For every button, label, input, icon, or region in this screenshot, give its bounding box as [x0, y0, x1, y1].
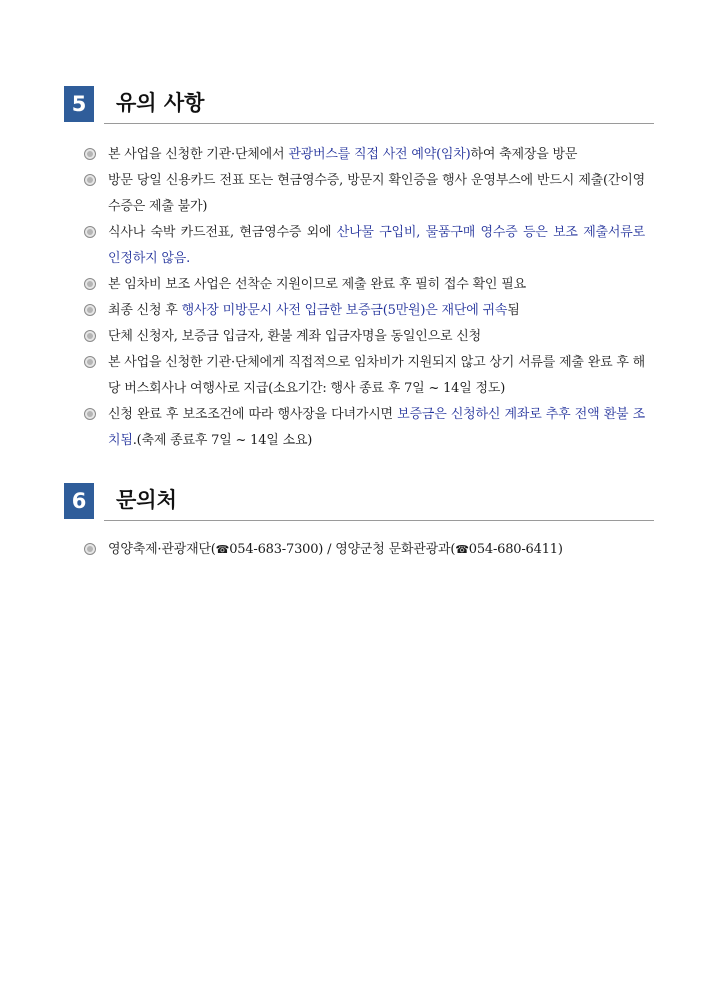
circle-bullet-icon [84, 226, 96, 238]
notice-item [84, 168, 645, 220]
section-divider [104, 123, 654, 124]
notice-item [84, 324, 645, 350]
circle-bullet-icon [84, 408, 96, 420]
notice-item [84, 298, 645, 324]
notice-item [84, 272, 645, 298]
notice-text: 본 임차비 보조 사업은 선착순 지원이므로 제출 완료 후 필히 접수 확인 필요 [108, 277, 526, 292]
notice-text: 단체 신청자, 보증금 입금자, 환불 계좌 입금자명을 동일인으로 신청 [108, 329, 481, 344]
contact-org: 영양축제·관광재단( [108, 542, 216, 557]
section-divider [104, 520, 654, 521]
contact-item [84, 537, 645, 563]
notice-text: .(축제 종료후 7일 ~ 14일 소요) [132, 433, 313, 448]
section-5 [64, 86, 654, 122]
section-number-badge: 5 [64, 86, 94, 122]
section-title: 문의처 [116, 488, 177, 512]
circle-bullet-icon [84, 278, 96, 290]
notice-text: 식사나 숙박 카드전표, 현금영수증 외에 [108, 225, 337, 240]
contact-list [84, 537, 645, 563]
contact-phone-1: 054-683-7300) / 영양군청 문화관광과( [229, 542, 456, 557]
highlighted-text: 관광버스를 직접 사전 예약(임차) [288, 147, 471, 162]
notice-item [84, 142, 645, 168]
telephone-icon: ☎ [215, 543, 230, 556]
highlighted-text: 보증금은 신청하신 계좌로 추후 전액 환불 조치됨 [108, 407, 645, 448]
section-title: 유의 사항 [116, 91, 205, 115]
highlighted-text: 행사장 미방문시 사전 입금한 보증금(5만원)은 재단에 귀속 [181, 303, 508, 318]
circle-bullet-icon [84, 543, 96, 555]
notice-text: 방문 당일 신용카드 전표 또는 현금영수증, 방문지 확인증을 행사 운영부스에 반드시 제출(간이영수증은 제출 불가) [108, 173, 645, 214]
highlighted-text: 산나물 구입비, 물품구매 영수증 등은 보조 제출서류로 인정하지 않음. [108, 225, 645, 266]
section-number-badge: 6 [64, 483, 94, 519]
circle-bullet-icon [84, 148, 96, 160]
notice-text: 됨 [507, 303, 520, 318]
notice-text: 본 사업을 신청한 기관·단체에서 [108, 147, 289, 162]
circle-bullet-icon [84, 304, 96, 316]
circle-bullet-icon [84, 174, 96, 186]
notice-item [84, 350, 645, 402]
notice-list [84, 142, 645, 454]
notice-item [84, 402, 645, 454]
telephone-icon: ☎ [455, 543, 469, 556]
notice-text: 본 사업을 신청한 기관·단체에게 직접적으로 임차비가 지원되지 않고 상기 서류를 제출 완료 후 해당 버스회사나 여행사로 지급(소요기간: 행사 종료 후 7일 ~ 14일 정도) [108, 355, 646, 396]
section-6 [64, 483, 654, 519]
section-5-header [64, 86, 654, 122]
notice-text: 최종 신청 후 [108, 303, 182, 318]
notice-item [84, 220, 645, 272]
notice-text: 신청 완료 후 보조조건에 따라 행사장을 다녀가시면 [108, 407, 398, 422]
circle-bullet-icon [84, 330, 96, 342]
circle-bullet-icon [84, 356, 96, 368]
section-6-header [64, 483, 654, 519]
notice-text: 하여 축제장을 방문 [470, 147, 578, 162]
contact-phone-2: 054-680-6411) [468, 542, 563, 557]
